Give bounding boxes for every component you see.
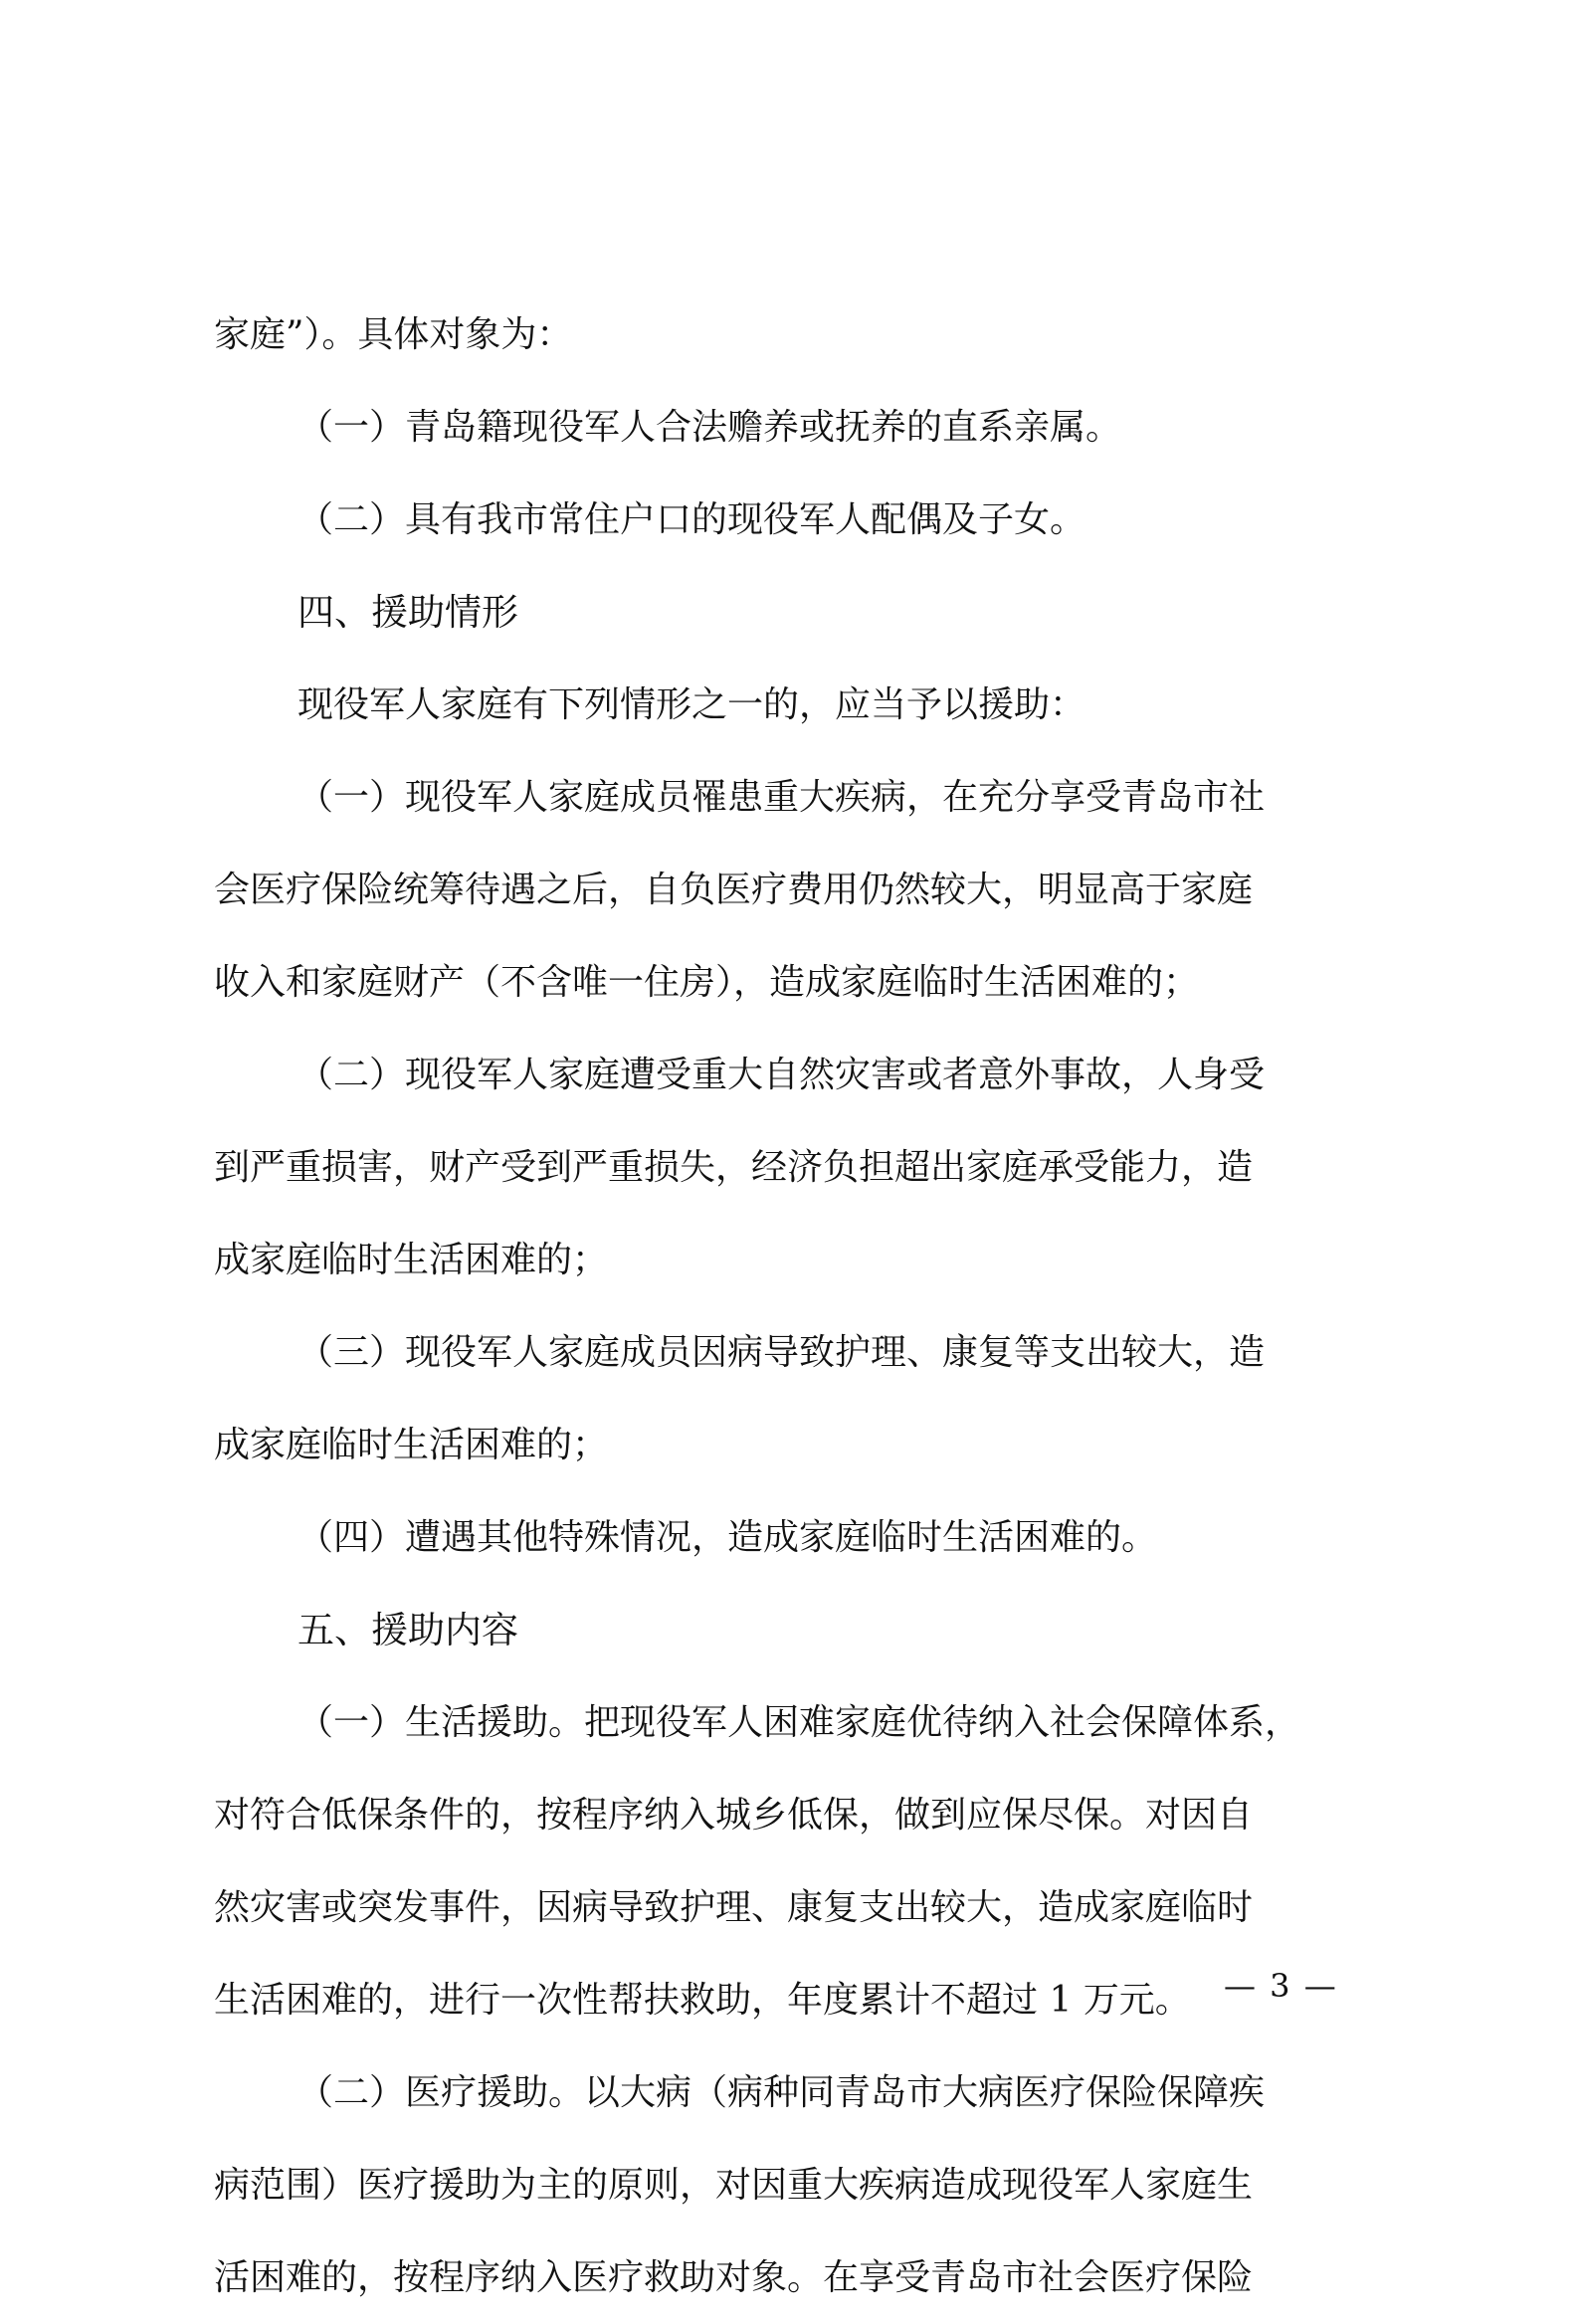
- text-line: 收入和家庭财产（不含唯一住房），造成家庭临时生活困难的；: [214, 962, 1200, 1003]
- list-item: [214, 2046, 1383, 2139]
- text-line: 对符合低保条件的，按程序纳入城乡低保，做到应保尽保。对因自: [214, 1795, 1254, 1836]
- text-line: 家庭”）。具体对象为：: [214, 314, 573, 355]
- list-item: （一）青岛籍现役军人合法赡养或抚养的直系亲属。: [297, 407, 1122, 448]
- text-line: 成家庭临时生活困难的；: [214, 1425, 609, 1465]
- item-lead: （一）生活援助。: [297, 1702, 585, 1743]
- text-line: 会医疗保险统筹待遇之后，自负医疗费用仍然较大，明显高于家庭: [214, 870, 1254, 910]
- paragraph-line: 现役军人家庭有下列情形之一的，应当予以援助：: [297, 684, 1086, 725]
- section-heading: 五、援助内容: [297, 1609, 518, 1651]
- text-line: 生活困难的，进行一次性帮扶救助，年度累计不超过 1 万元。: [214, 1980, 1191, 2021]
- section-heading: 四、援助情形: [297, 591, 518, 634]
- list-item: [214, 1676, 1383, 1769]
- item-text: 把现役军人困难家庭优待纳入社会保障体系，: [584, 1702, 1301, 1743]
- list-item: （四）遭遇其他特殊情况，造成家庭临时生活困难的。: [297, 1517, 1158, 1558]
- text-line: 到严重损害，财产受到严重损失，经济负担超出家庭承受能力，造: [214, 1147, 1254, 1188]
- body-text: [214, 289, 1383, 2324]
- text-line: 然灾害或突发事件，因病导致护理、康复支出较大，造成家庭临时: [214, 1887, 1254, 1928]
- item-lead: （二）医疗援助。: [297, 2072, 585, 2113]
- text-line: 活困难的，按程序纳入医疗救助对象。在享受青岛市社会医疗保险: [214, 2257, 1254, 2298]
- list-item: （二）现役军人家庭遭受重大自然灾害或者意外事故，人身受: [297, 1055, 1266, 1095]
- text-line: 成家庭临时生活困难的；: [214, 1240, 609, 1280]
- list-item: （三）现役军人家庭成员因病导致护理、康复等支出较大，造: [297, 1332, 1266, 1373]
- list-item: （二）具有我市常住户口的现役军人配偶及子女。: [297, 499, 1086, 540]
- page-number: — 3 —: [1224, 1967, 1338, 2005]
- item-text: 以大病（病种同青岛市大病医疗保险保障疾: [584, 2072, 1266, 2113]
- text-line: 病范围）医疗援助为主的原则，对因重大疾病造成现役军人家庭生: [214, 2165, 1254, 2206]
- list-item: （一）现役军人家庭成员罹患重大疾病，在充分享受青岛市社: [297, 777, 1266, 818]
